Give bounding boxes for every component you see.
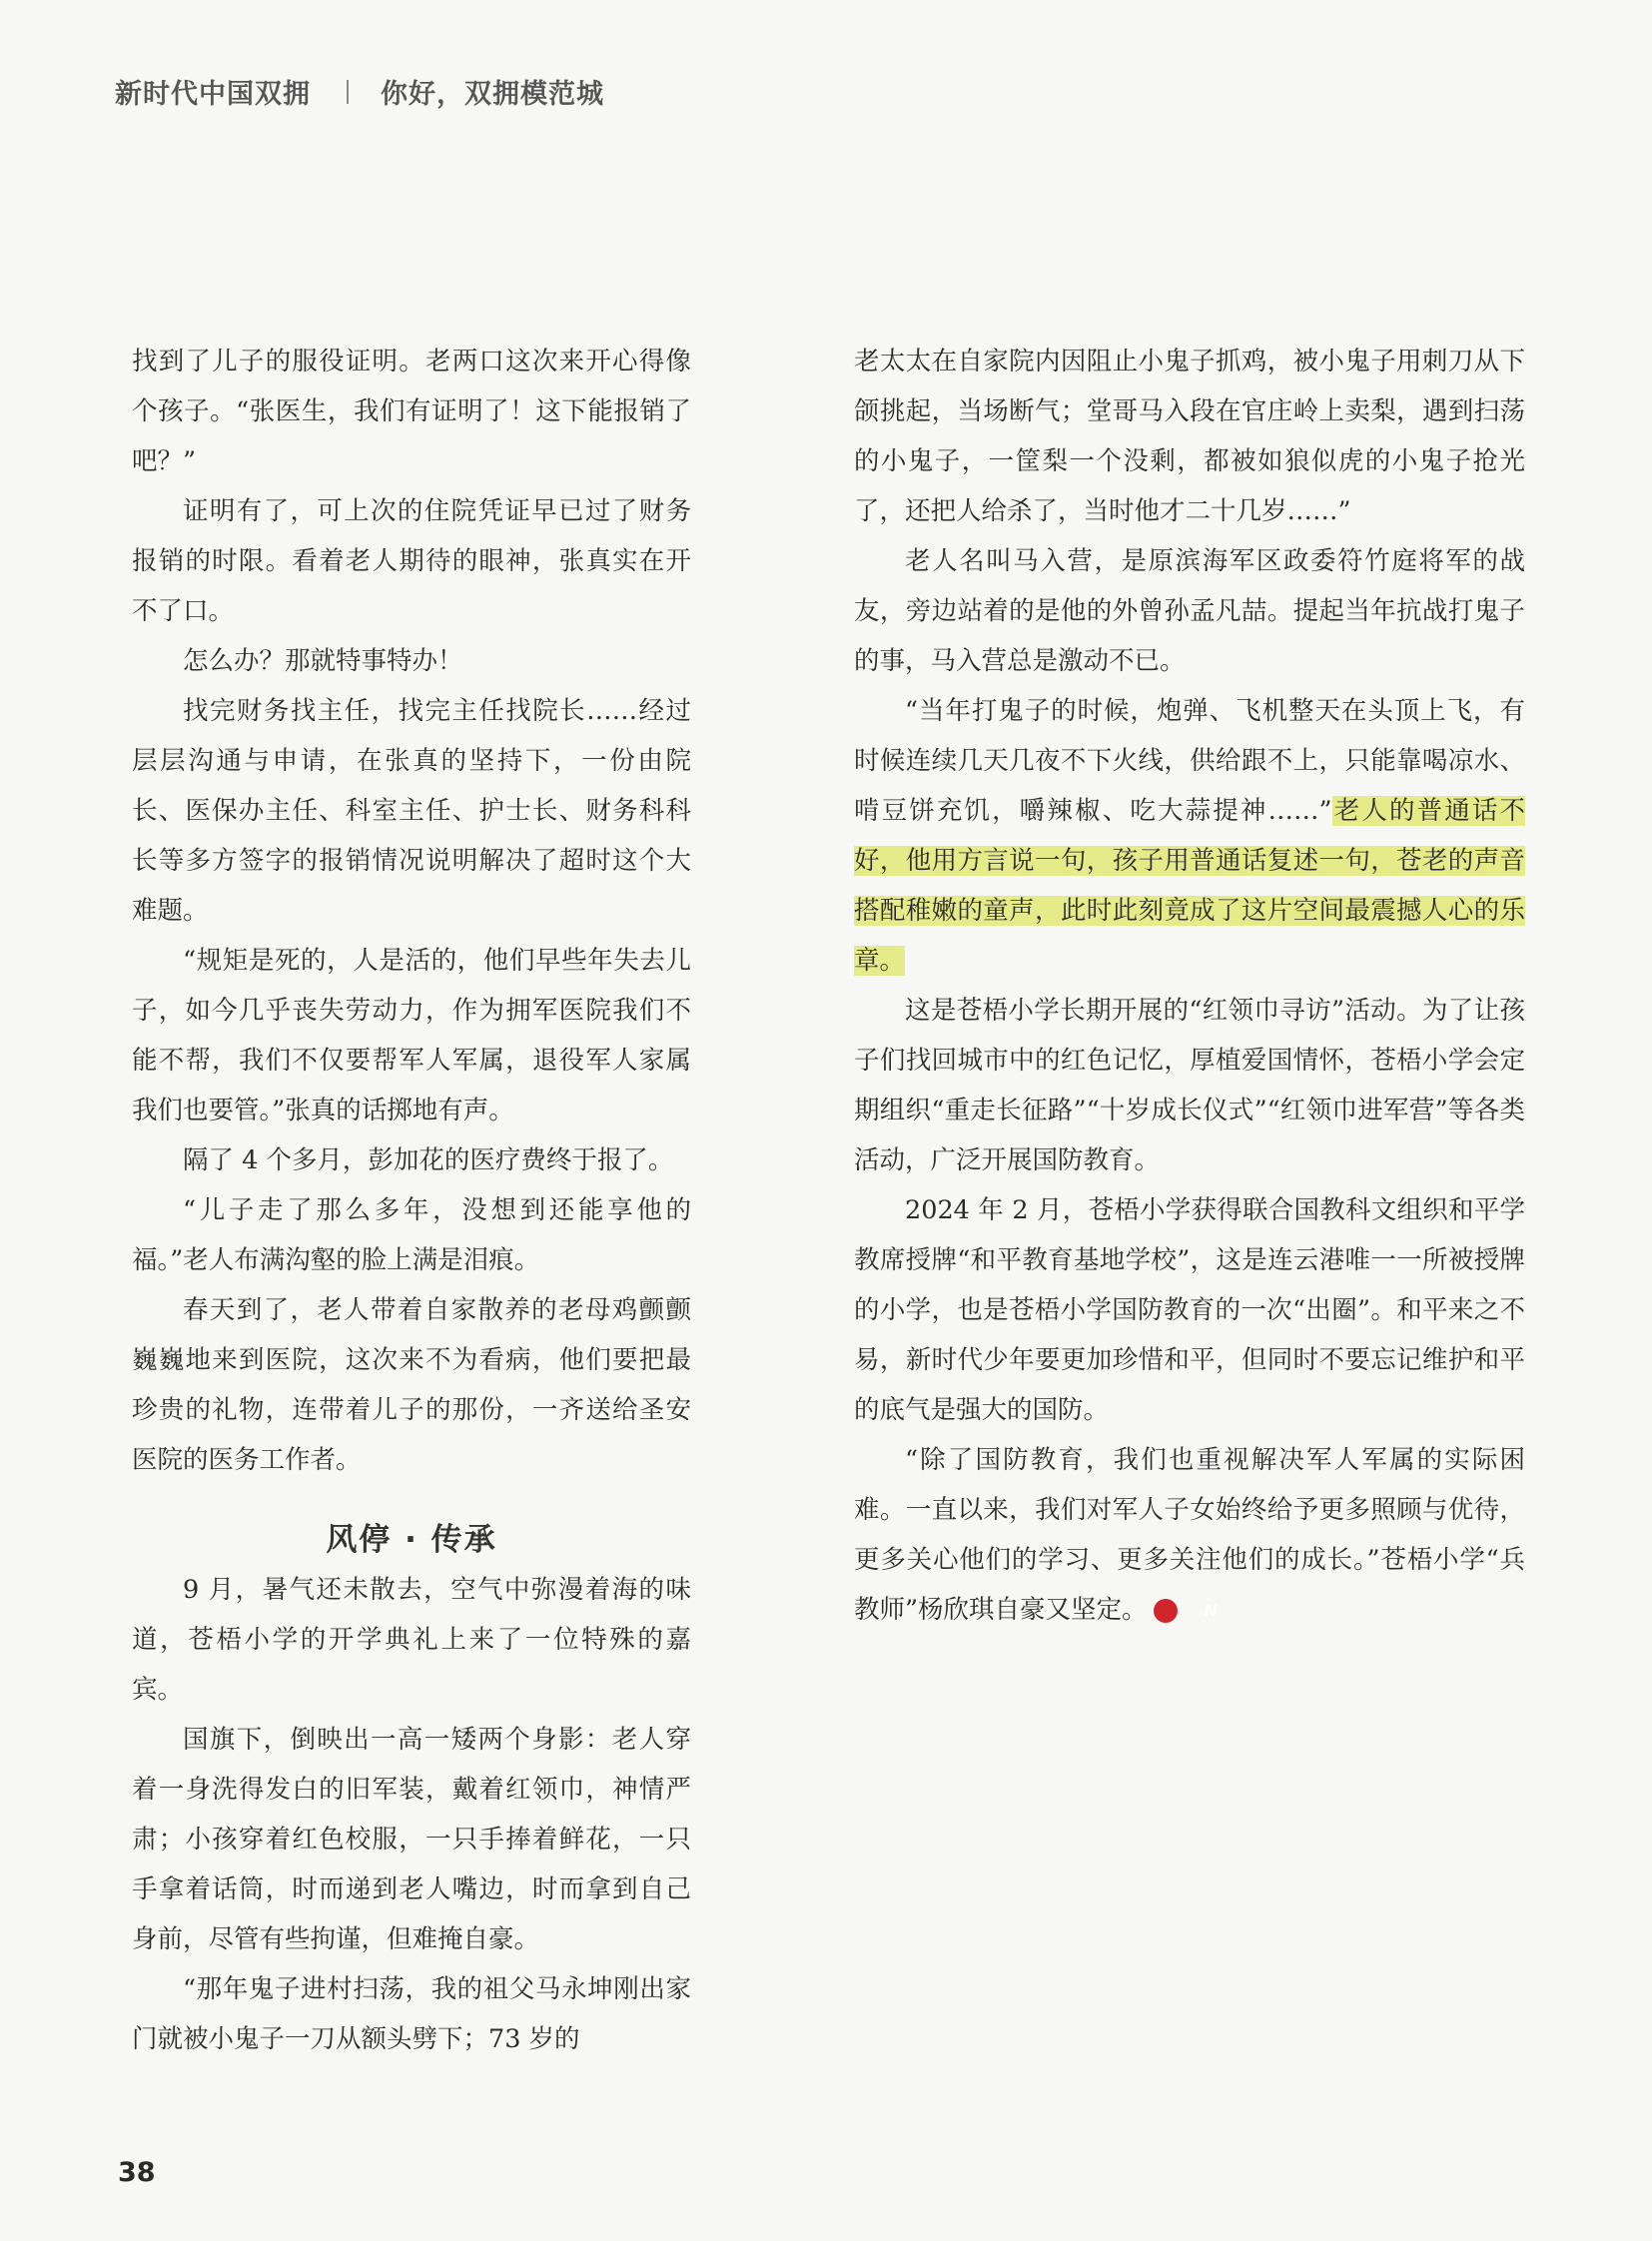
header-divider	[347, 80, 349, 104]
paragraph: “那年鬼子进村扫荡，我的祖父马永坤刚出家门就被小鬼子一刀从额头劈下；73 岁的	[132, 1974, 691, 2054]
paragraph: 春天到了，老人带着自家散养的老母鸡颤颤巍巍地来到医院，这次来不为看病，他们要把最珍贵的礼物，连带着儿子的那份，一齐送给圣安医院的医务工作者。	[132, 1295, 691, 1475]
paragraph: 找到了儿子的服役证明。老两口这次来开心得像个孩子。“张医生，我们有证明了！这下能报销了吧？”	[132, 347, 691, 476]
end-mark-icon: N	[1154, 1599, 1178, 1623]
right-column	[854, 337, 1525, 1635]
page-header	[115, 72, 604, 111]
paragraph: 国旗下，倒映出一高一矮两个身影：老人穿着一身洗得发白的旧军装，戴着红领巾，神情严肃；小孩穿着红色校服，一只手捧着鲜花，一只手拿着话筒，时而递到老人嘴边，时而拿到自己身前，尽管有些拘谨，但难掩自豪。	[132, 1725, 691, 1954]
paragraph: 隔了 4 个多月，彭加花的医疗费终于报了。	[183, 1145, 674, 1175]
paragraph: 这是苍梧小学长期开展的“红领巾寻访”活动。为了让孩子们找回城市中的红色记忆，厚植爱国情怀，苍梧小学会定期组织“重走长征路”“十岁成长仪式”“红领巾进军营”等各类活动，广泛开展国防教育。	[854, 996, 1525, 1175]
paragraph-text: “除了国防教育，我们也重视解决军人军属的实际困难。一直以来，我们对军人子女始终给予更多照顾与优待，更多关心他们的学习、更多关注他们的成长。”苍梧小学“兵教师”杨欣琪自豪又坚定。	[854, 1445, 1525, 1625]
section-title: 风停 · 传承	[326, 1522, 497, 1558]
paragraph: 怎么办？那就特事特办！	[183, 646, 463, 676]
paragraph	[854, 686, 1525, 986]
paragraph: 老人名叫马入营，是原滨海军区政委符竹庭将军的战友，旁边站着的是他的外曾孙孟凡喆。提起当年抗战打鬼子的事，马入营总是激动不已。	[854, 546, 1525, 676]
paragraph	[854, 1435, 1525, 1635]
paragraph: 9 月，暑气还未散去，空气中弥漫着海的味道，苍梧小学的开学典礼上来了一位特殊的嘉宾。	[132, 1575, 691, 1705]
highlighted-text: 老人的普通话不好，他用方言说一句，孩子用普通话复述一句，苍老的声音搭配稚嫩的童声，此时此刻竟成了这片空间最震撼人心的乐章。	[854, 796, 1525, 976]
paragraph: “儿子走了那么多年，没想到还能享他的福。”老人布满沟壑的脸上满是泪痕。	[132, 1195, 691, 1275]
header-title: 你好，双拥模范城	[381, 79, 604, 110]
paragraph: 老太太在自家院内因阻止小鬼子抓鸡，被小鬼子用刺刀从下颌挑起，当场断气；堂哥马入段在官庄岭上卖梨，遇到扫荡的小鬼子，一筐梨一个没剩，都被如狼似虎的小鬼子抢光了，还把人给杀了，当时他才二十几岁……”	[854, 347, 1525, 526]
left-column	[132, 337, 691, 2064]
page-number: 38	[118, 2157, 156, 2188]
paragraph: 证明有了，可上次的住院凭证早已过了财务报销的时限。看着老人期待的眼神，张真实在开不了口。	[132, 496, 691, 626]
paragraph: 2024 年 2 月，苍梧小学获得联合国教科文组织和平学教席授牌“和平教育基地学校”，这是连云港唯一一所被授牌的小学，也是苍梧小学国防教育的一次“出圈”。和平来之不易，新时代少年要更加珍惜和平，但同时不要忘记维护和平的底气是强大的国防。	[854, 1195, 1525, 1425]
header-series: 新时代中国双拥	[115, 79, 311, 110]
paragraph-text: “当年打鬼子的时候，炮弹、飞机整天在头顶上飞，有时候连续几天几夜不下火线，供给跟不上，只能靠喝凉水、啃豆饼充饥，嚼辣椒、吃大蒜提神……”	[854, 696, 1525, 826]
paragraph: 找完财务找主任，找完主任找院长……经过层层沟通与申请，在张真的坚持下，一份由院长、医保办主任、科室主任、护士长、财务科科长等多方签字的报销情况说明解决了超时这个大难题。	[132, 696, 691, 926]
paragraph: “规矩是死的，人是活的，他们早些年失去儿子，如今几乎丧失劳动力，作为拥军医院我们不能不帮，我们不仅要帮军人军属，退役军人家属我们也要管。”张真的话掷地有声。	[132, 946, 691, 1125]
